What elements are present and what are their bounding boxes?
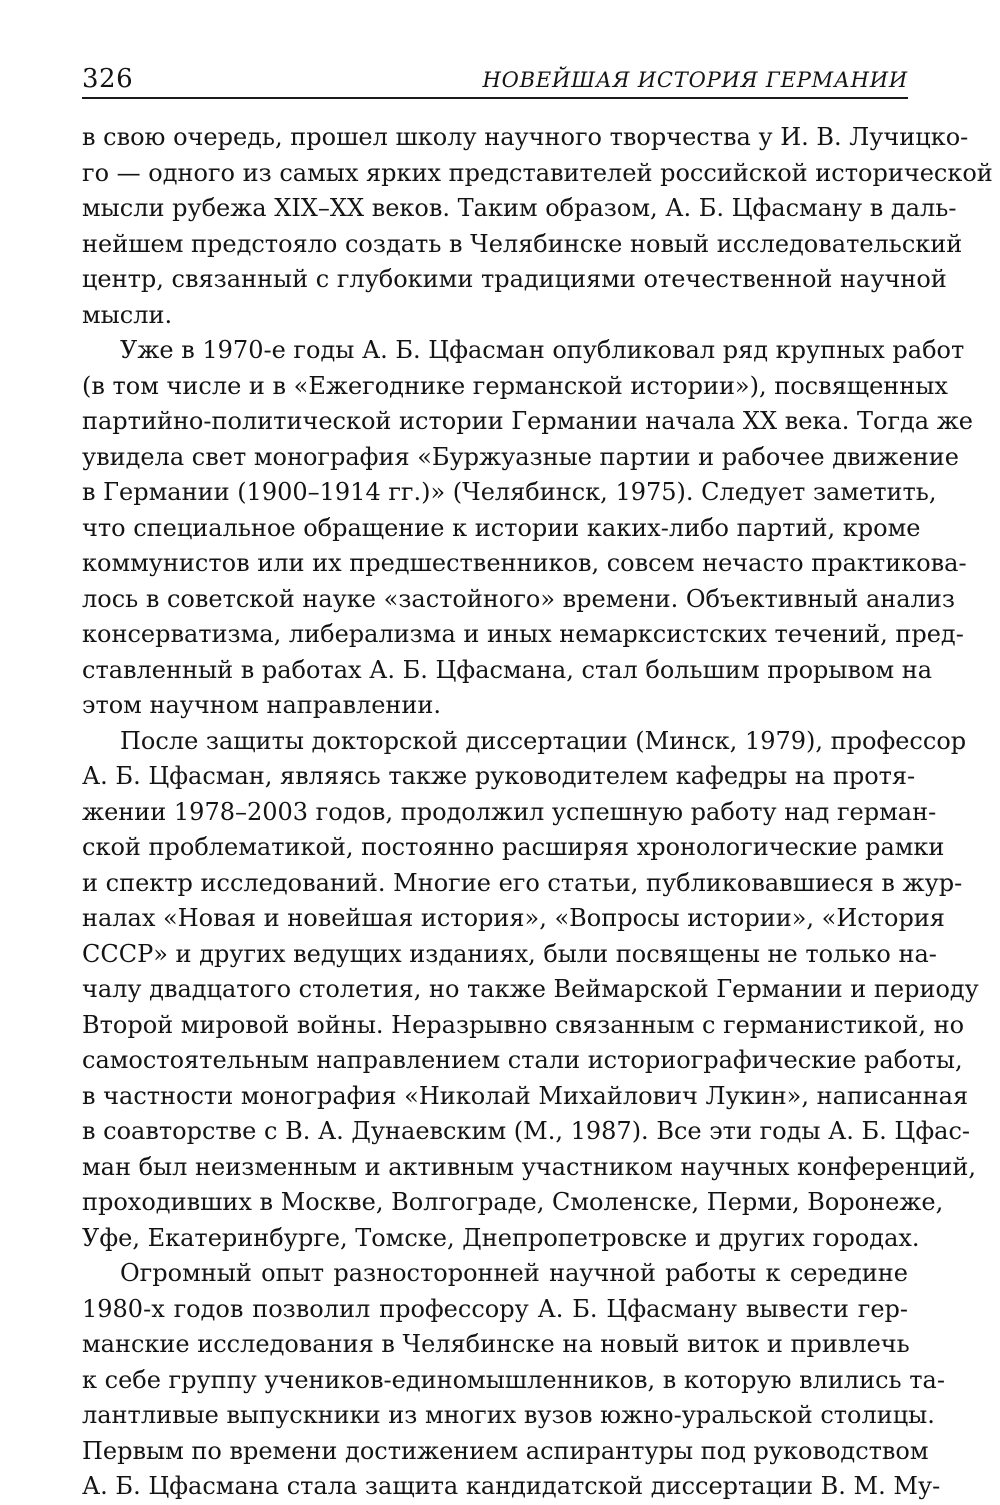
text-line: увидела свет монография «Буржуазные партии и рабочее движение <box>82 442 959 471</box>
page-header <box>82 60 908 100</box>
text-line: СССР» и других ведущих изданиях, были посвящены не только на- <box>82 939 937 968</box>
text-line: Уже в 1970-е годы А. Б. Цфасман опубликовал ряд крупных работ <box>120 336 965 364</box>
text-line: партийно-политической истории Германии начала XX века. Тогда же <box>82 407 974 435</box>
paragraph <box>82 724 979 1257</box>
text-line: коммунистов или их предшественников, совсем нечасто практикова- <box>82 549 967 577</box>
text-line: манские исследования в Челябинске на новый виток и привлечь <box>82 1330 910 1358</box>
text-line: в частности монография «Николай Михайлович Лукин», написанная <box>82 1081 969 1110</box>
text-line: Первым по времени достижением аспирантуры под руководством <box>82 1436 929 1465</box>
text-line: 1980-х годов позволил профессору А. Б. Цфасману вывести гер- <box>82 1294 908 1323</box>
text-line: После защиты докторской диссертации (Минск, 1979), профессор <box>120 726 967 755</box>
text-line: нейшем предстояло создать в Челябинске новый исследовательский <box>82 229 963 258</box>
text-line: ставленный в работах А. Б. Цфасмана, стал большим прорывом на <box>82 655 933 684</box>
text-line: лантливые выпускники из многих вузов южно-уральской столицы. <box>82 1401 935 1429</box>
text-line: к себе группу учеников-единомышленников, в которую влились та- <box>82 1365 945 1394</box>
text-line: го — одного из самых ярких представителей российской исторической <box>82 158 993 187</box>
paragraph <box>82 1256 945 1505</box>
text-line: центр, связанный с глубокими традициями отечественной научной <box>82 265 947 293</box>
text-line: в Германии (1900–1914 гг.)» (Челябинск, 1975). Следует заметить, <box>82 478 937 506</box>
paragraph <box>82 333 974 724</box>
text-line: Огромный опыт разносторонней научной работы к середине <box>120 1259 908 1287</box>
text-line: мысли рубежа XIX–XX веков. Таким образом, А. Б. Цфасману в даль- <box>82 194 957 222</box>
text-line: жении 1978–2003 годов, продолжил успешную работу над герман- <box>82 797 937 826</box>
text-line: мысли. <box>82 300 173 329</box>
text-line: А. Б. Цфасман, являясь также руководителем кафедры на протя- <box>82 762 916 790</box>
text-line: Второй мировой войны. Неразрывно связанным с германистикой, но <box>82 1010 965 1039</box>
paragraph <box>82 120 993 333</box>
body-text <box>82 120 993 1505</box>
text-line: налах «Новая и новейшая история», «Вопросы истории», «История <box>82 904 945 932</box>
text-line: что специальное обращение к истории каких-либо партий, кроме <box>82 513 921 542</box>
text-line: самостоятельным направлением стали историографические работы, <box>82 1046 963 1074</box>
text-line: А. Б. Цфасмана стала защита кандидатской диссертации В. М. Му- <box>82 1472 941 1500</box>
text-line: консерватизма, либерализма и иных немарксистских течений, пред- <box>82 620 964 648</box>
text-line: Уфе, Екатеринбурге, Томске, Днепропетровске и других городах. <box>82 1223 920 1252</box>
text-line: ман был неизменным и активным участником научных конференций, <box>82 1152 977 1181</box>
text-line: в соавторстве с В. А. Дунаевским (М., 1987). Все эти годы А. Б. Цфас- <box>82 1117 970 1145</box>
text-line: и спектр исследований. Многие его статьи, публиковавшиеся в жур- <box>82 868 963 897</box>
text-line: проходивших в Москве, Волгограде, Смоленске, Перми, Воронеже, <box>82 1188 944 1216</box>
text-line: в свою очередь, прошел школу научного творчества у И. В. Лучицко- <box>82 123 969 151</box>
text-line: лось в советской науке «застойного» времени. Объективный анализ <box>82 584 955 613</box>
text-line: ской проблематикой, постоянно расширяя хронологические рамки <box>82 833 945 861</box>
header-rule <box>82 97 908 99</box>
running-title: НОВЕЙШАЯ ИСТОРИЯ ГЕРМАНИИ <box>482 68 908 92</box>
text-line: этом научном направлении. <box>82 691 442 719</box>
text-line: чалу двадцатого столетия, но также Веймарской Германии и периоду <box>82 975 979 1003</box>
text-line: (в том числе и в «Ежегоднике германской истории»), посвященных <box>82 371 948 400</box>
page-number: 326 <box>82 64 134 94</box>
